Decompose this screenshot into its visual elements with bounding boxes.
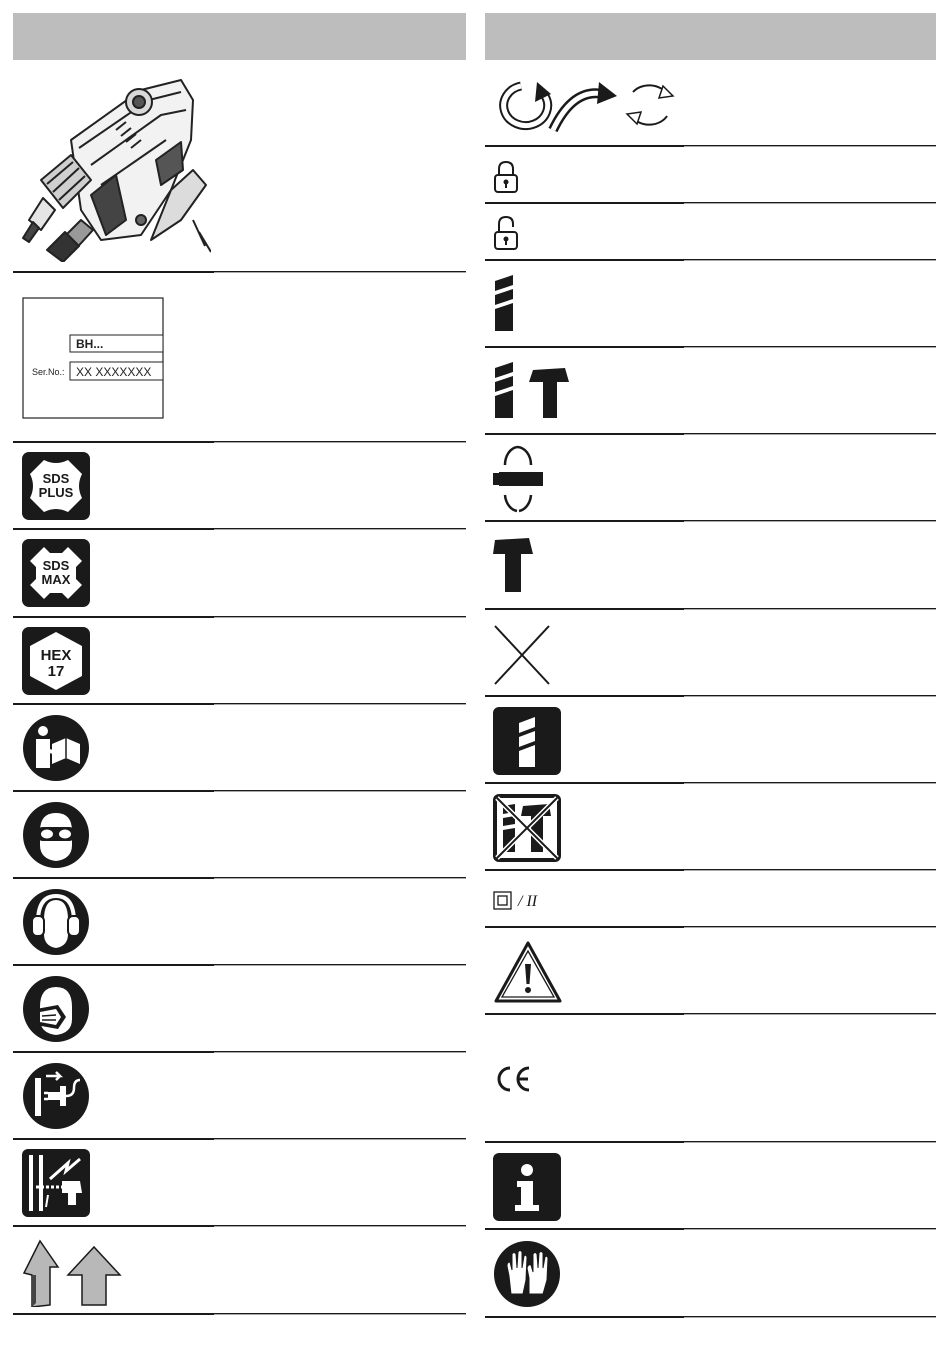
unlock-row [485,204,936,261]
serial-value: XX XXXXXXX [76,365,152,379]
sds-max-row [13,530,466,618]
warning-row [485,928,936,1015]
read-manual-row [13,705,466,792]
no-chisel-row [485,784,936,871]
sds-plus-line2: PLUS [38,485,74,500]
row-divider [684,1317,936,1318]
rating-plate-row [13,273,466,443]
rating-plate [22,297,166,421]
ear-protection-row [13,879,466,966]
drill-only-row [485,697,936,784]
sds-plus-icon [22,452,90,520]
unlock-icon [493,215,519,251]
hex-row [13,618,466,705]
hidden-wiring-row [13,1140,466,1227]
dust-mask-icon [22,975,90,1043]
sds-max-icon [22,539,90,607]
unplug-row [13,1053,466,1140]
drill-bit-row [485,261,936,348]
drill-hammer-icon [493,362,571,420]
serial-label: Ser.No.: [32,367,65,377]
read-manual-icon [22,714,90,782]
protection-class-ii-icon [493,890,563,912]
sds-plus-row [13,443,466,530]
no-function-icon [493,624,551,686]
rotary-hammer-illustration [21,70,211,262]
gloves-row [485,1230,936,1318]
information-row [485,1143,936,1230]
protection-class-row [485,871,936,928]
protection-class-label: / II [518,893,538,910]
tool-row [13,60,466,273]
rotation-row [485,60,936,147]
sds-max-line2: MAX [41,572,71,587]
model-label: BH... [76,337,104,351]
no-chisel-icon [493,794,561,862]
right-header-bar [485,13,936,60]
right-column [485,13,936,1318]
hex-line1: HEX [40,647,72,664]
warning-triangle-icon [493,940,563,1004]
dust-mask-row [13,966,466,1053]
arrows-row [13,1227,466,1315]
arrow-up-icons [22,1235,122,1307]
chisel-rotate-row [485,435,936,522]
hidden-wiring-icon [22,1149,90,1217]
sds-max-line1: SDS [42,558,70,573]
hex-17-icon [22,627,90,695]
unplug-icon [22,1062,90,1130]
hammer-row [485,522,936,610]
information-icon [493,1153,561,1221]
lock-icon [493,160,519,194]
row-divider [214,1314,466,1315]
sds-plus-line1: SDS [42,471,70,486]
no-function-row [485,610,936,697]
hammer-icon [493,536,535,596]
eye-protection-icon [22,801,90,869]
rotation-direction-icon [493,78,678,134]
drill-only-icon [493,707,561,775]
left-header-bar [13,13,466,60]
ear-protection-icon [22,888,90,956]
left-column [13,13,466,1315]
ce-mark-icon [493,1065,533,1093]
hex-line2: 17 [47,663,65,680]
drill-hammer-row [485,348,936,435]
eye-protection-row [13,792,466,879]
lock-row [485,147,936,204]
drill-bit-icon [493,275,515,333]
gloves-icon [493,1240,561,1308]
chisel-rotate-icon [493,445,545,513]
ce-row [485,1015,936,1143]
